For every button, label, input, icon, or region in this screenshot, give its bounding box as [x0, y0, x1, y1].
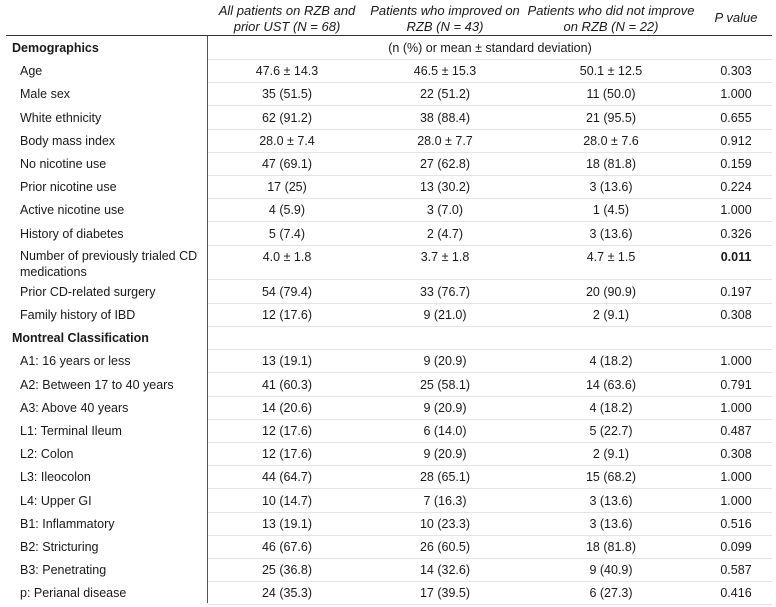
cell-all: 25 (36.8) [261, 563, 313, 578]
cell-all: 44 (64.7) [261, 470, 313, 485]
cell-not-improved: 6 (27.3) [589, 586, 633, 601]
cell-improved: 2 (4.7) [426, 226, 464, 241]
table-row [6, 466, 772, 489]
cell-all: 62 (91.2) [261, 110, 313, 125]
cell-not-improved: 4.7 ± 1.5 [586, 249, 636, 264]
table-row [6, 513, 772, 536]
table-row [6, 107, 772, 130]
table-row [6, 350, 772, 373]
table-row [6, 223, 772, 246]
cell-not-improved: 4 (18.2) [589, 400, 633, 415]
row-label: B2: Stricturing [20, 540, 99, 554]
row-label: B1: Inflammatory [20, 516, 115, 531]
cell-not-improved: 3 (13.6) [589, 180, 633, 195]
cell-improved: 17 (39.5) [419, 586, 471, 601]
cell-all: 47.6 ± 14.3 [255, 64, 319, 79]
row-separator [208, 604, 772, 605]
header-divider [6, 35, 772, 36]
section-note: (n (%) or mean ± standard deviation) [388, 41, 592, 55]
row-label: No nicotine use [20, 157, 107, 171]
table-row [6, 443, 772, 466]
table-row [6, 281, 772, 304]
cell-p-value: 1.000 [720, 354, 752, 369]
header-p-value: P value [714, 10, 758, 25]
cell-all: 17 (25) [267, 180, 307, 195]
table-row [6, 420, 772, 443]
cell-improved: 10 (23.3) [419, 516, 471, 531]
table-row [6, 397, 772, 420]
table-row [6, 490, 772, 513]
cell-improved: 3 (7.0) [426, 203, 464, 218]
cell-p-value: 0.326 [720, 226, 752, 241]
cell-not-improved: 1 (4.5) [592, 203, 630, 218]
cell-all: 47 (69.1) [261, 157, 313, 171]
cell-p-value: 0.487 [720, 424, 752, 438]
cell-all: 46 (67.6) [261, 540, 313, 554]
cell-improved: 26 (60.5) [419, 540, 471, 554]
cell-p-value: 0.587 [720, 563, 752, 578]
cell-all: 5 (7.4) [268, 226, 306, 241]
cell-all: 12 (17.6) [261, 308, 313, 322]
header-not-improved: Patients who did not improve on RZB (N = 22) [527, 3, 695, 34]
cell-all: 28.0 ± 7.4 [259, 133, 315, 148]
cell-p-value: 0.099 [720, 540, 752, 554]
row-label: Number of previously trialed CD medications [20, 248, 198, 279]
cell-not-improved: 14 (63.6) [585, 377, 637, 392]
table-row [6, 83, 772, 106]
cell-improved: 25 (58.1) [419, 377, 471, 392]
table-row [6, 246, 772, 280]
row-label: B3: Penetrating [20, 563, 107, 578]
header-all-patients: All patients on RZB and prior UST (N = 68) [218, 3, 356, 34]
cell-not-improved: 18 (81.8) [585, 157, 637, 171]
row-label: A1: 16 years or less [20, 354, 131, 369]
row-label: Prior CD-related surgery [20, 284, 156, 299]
cell-all: 13 (19.1) [261, 354, 313, 369]
cell-p-value: 0.516 [720, 516, 752, 531]
cell-improved: 13 (30.2) [419, 180, 471, 195]
cell-not-improved: 28.0 ± 7.6 [583, 133, 639, 148]
cell-improved: 14 (32.6) [419, 563, 471, 578]
cell-improved: 46.5 ± 15.3 [413, 64, 477, 79]
table-row [6, 536, 772, 559]
cell-improved: 28.0 ± 7.7 [417, 133, 473, 148]
table-row [6, 582, 772, 605]
cell-p-value: 0.655 [720, 110, 752, 125]
cell-p-value: 0.308 [720, 308, 752, 322]
cell-p-value: 0.303 [720, 64, 752, 79]
table-row [6, 374, 772, 397]
cell-p-value: 0.416 [720, 586, 752, 601]
row-label: Montreal Classification [12, 331, 149, 346]
row-label: Body mass index [20, 133, 116, 148]
cell-all: 13 (19.1) [261, 516, 313, 531]
row-label: White ethnicity [20, 110, 102, 125]
cell-all: 24 (35.3) [261, 586, 313, 601]
row-label: History of diabetes [20, 226, 124, 241]
cell-improved: 6 (14.0) [423, 424, 467, 438]
cell-not-improved: 50.1 ± 12.5 [579, 64, 643, 79]
cell-not-improved: 15 (68.2) [585, 470, 637, 485]
section-row [6, 37, 772, 60]
row-label: L4: Upper GI [20, 493, 92, 508]
row-label: A3: Above 40 years [20, 400, 129, 415]
cell-p-value: 0.197 [720, 284, 752, 299]
row-label: Prior nicotine use [20, 180, 117, 195]
row-label: Male sex [20, 87, 71, 102]
cell-improved: 7 (16.3) [423, 493, 467, 508]
cell-p-value: 1.000 [720, 87, 752, 102]
cell-p-value: 0.912 [720, 133, 752, 148]
row-label: Demographics [12, 41, 99, 55]
cell-not-improved: 20 (90.9) [585, 284, 637, 299]
cell-p-value: 1.000 [720, 400, 752, 415]
cell-p-value: 0.011 [720, 249, 752, 264]
cell-all: 41 (60.3) [261, 377, 313, 392]
cell-improved: 9 (20.9) [423, 400, 467, 415]
cell-p-value: 1.000 [720, 203, 752, 218]
cell-improved: 33 (76.7) [419, 284, 471, 299]
cell-not-improved: 3 (13.6) [589, 516, 633, 531]
cell-improved: 9 (20.9) [423, 447, 467, 462]
cell-improved: 22 (51.2) [419, 87, 471, 102]
row-label: A2: Between 17 to 40 years [20, 377, 174, 392]
cell-improved: 27 (62.8) [419, 157, 471, 171]
cell-not-improved: 5 (22.7) [589, 424, 633, 438]
cell-all: 12 (17.6) [261, 424, 313, 438]
header-improved: Patients who improved on RZB (N = 43) [370, 3, 520, 34]
cell-not-improved: 9 (40.9) [589, 563, 633, 578]
cell-not-improved: 2 (9.1) [592, 447, 630, 462]
row-label: p: Perianal disease [20, 586, 127, 601]
row-label: L2: Colon [20, 447, 74, 462]
cell-all: 35 (51.5) [261, 87, 313, 102]
cell-all: 12 (17.6) [261, 447, 313, 462]
cell-p-value: 1.000 [720, 470, 752, 485]
cell-improved: 9 (21.0) [423, 308, 467, 322]
row-label: Active nicotine use [20, 203, 125, 218]
table-row [6, 153, 772, 176]
cell-p-value: 0.224 [720, 180, 752, 195]
table-row [6, 60, 772, 83]
table-header [0, 0, 776, 36]
table-row [6, 130, 772, 153]
row-separator [208, 279, 772, 280]
cell-improved: 38 (88.4) [419, 110, 471, 125]
cell-all: 14 (20.6) [261, 400, 313, 415]
cell-p-value: 0.159 [720, 157, 752, 171]
cell-not-improved: 21 (95.5) [585, 110, 637, 125]
cell-improved: 9 (20.9) [423, 354, 467, 369]
cell-all: 4.0 ± 1.8 [262, 249, 312, 264]
row-label: Family history of IBD [20, 308, 136, 322]
cell-all: 54 (79.4) [261, 284, 313, 299]
cell-not-improved: 18 (81.8) [585, 540, 637, 554]
row-label: L1: Terminal Ileum [20, 424, 122, 438]
cell-p-value: 1.000 [720, 493, 752, 508]
cell-improved: 28 (65.1) [419, 470, 471, 485]
cell-not-improved: 11 (50.0) [586, 87, 636, 102]
table-row [6, 304, 772, 327]
cell-all: 4 (5.9) [268, 203, 306, 218]
table-row [6, 176, 772, 199]
cell-p-value: 0.791 [720, 377, 752, 392]
cell-not-improved: 2 (9.1) [592, 308, 630, 322]
cell-not-improved: 4 (18.2) [589, 354, 633, 369]
cell-all: 10 (14.7) [261, 493, 313, 508]
section-row [6, 327, 772, 350]
cell-improved: 3.7 ± 1.8 [420, 249, 470, 264]
cell-p-value: 0.308 [720, 447, 752, 462]
table-row [6, 559, 772, 582]
row-label: L3: Ileocolon [20, 470, 91, 485]
cell-not-improved: 3 (13.6) [589, 493, 633, 508]
cell-not-improved: 3 (13.6) [589, 226, 633, 241]
row-label: Age [20, 64, 43, 79]
table-row [6, 199, 772, 222]
